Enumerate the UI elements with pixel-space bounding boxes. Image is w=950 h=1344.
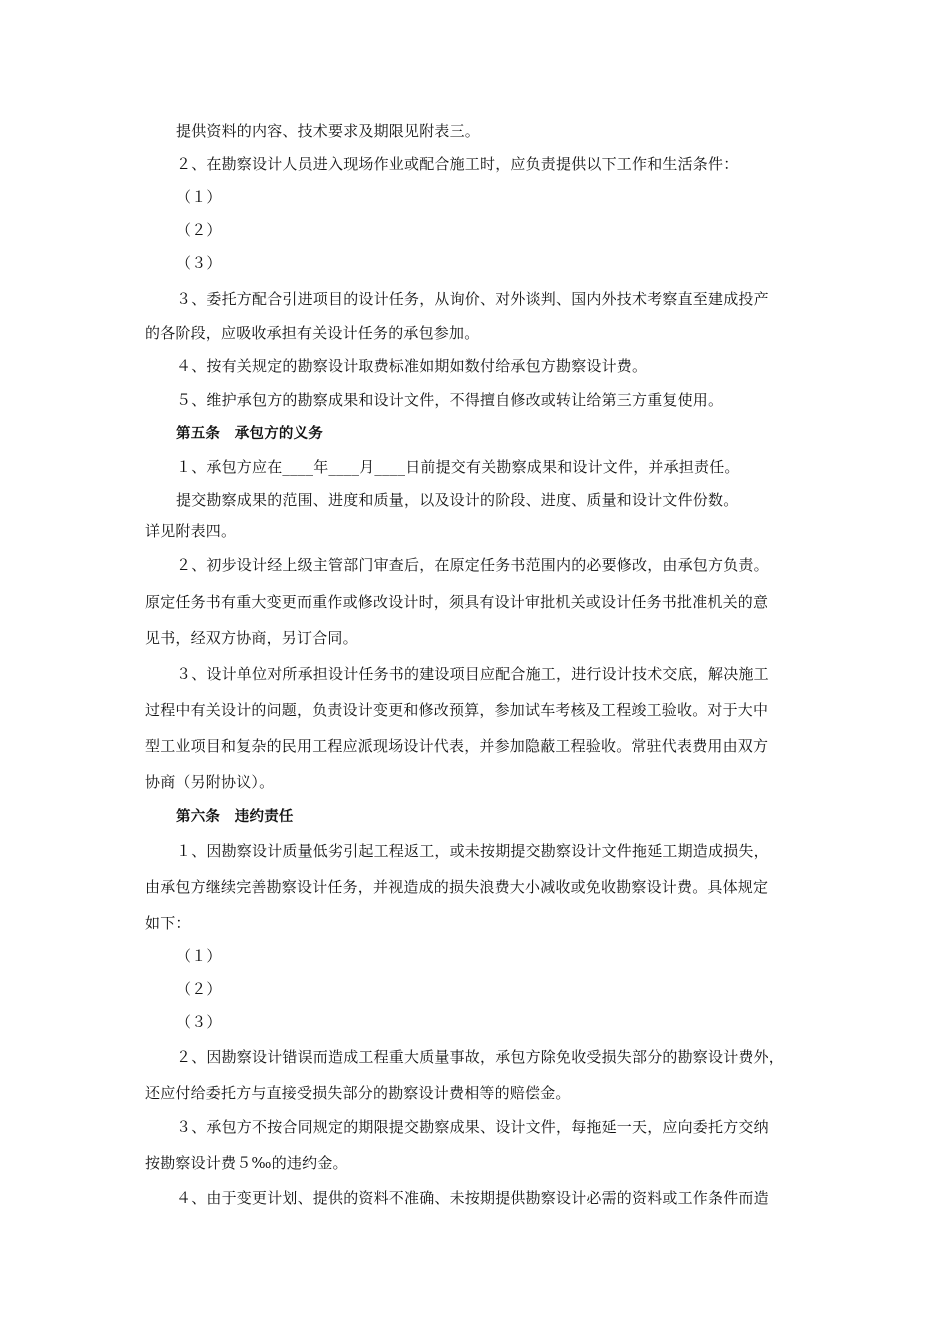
paragraph-line: 还应付给委托方与直接受损失部分的勘察设计费相等的赔偿金。 <box>145 1084 571 1102</box>
paragraph-line: 提供资料的内容、技术要求及期限见附表三。 <box>176 122 481 140</box>
clause-item-4: ４、由于变更计划、提供的资料不准确、未按期提供勘察设计必需的资料或工作条件而造 <box>176 1189 769 1207</box>
paragraph-line: 协商（另附协议）。 <box>145 773 275 791</box>
paragraph-line: 如下： <box>145 914 191 932</box>
clause-item-2: ２、因勘察设计错误而造成工程重大质量事故，承包方除免收受损失部分的勘察设计费外， <box>176 1048 785 1066</box>
clause-item-3: ３、委托方配合引进项目的设计任务，从询价、对外谈判、国内外技术考察直至建成投产 <box>176 290 769 308</box>
paragraph-line: 过程中有关设计的问题，负责设计变更和修改预算，参加试车考核及工程竣工验收。对于大中 <box>145 701 769 719</box>
clause-item-2: ２、在勘察设计人员进入现场作业或配合施工时，应负责提供以下工作和生活条件： <box>176 155 739 173</box>
paragraph-line: 由承包方继续完善勘察设计任务，并视造成的损失浪费大小减收或免收勘察设计费。具体规定 <box>145 878 769 896</box>
paragraph-line: 详见附表四。 <box>145 522 237 540</box>
paragraph-line: 型工业项目和复杂的民用工程应派现场设计代表，并参加隐蔽工程验收。常驻代表费用由双方 <box>145 737 769 755</box>
section-heading-article-5: 第五条 承包方的义务 <box>176 426 323 442</box>
clause-item-1: １、承包方应在____年____月____日前提交有关勘察成果和设计文件，并承担责任。 <box>176 458 740 476</box>
paragraph-line: 按勘察设计费５‰的违约金。 <box>145 1154 348 1172</box>
clause-item-1: １、因勘察设计质量低劣引起工程返工，或未按期提交勘察设计文件拖延工期造成损失， <box>176 842 769 860</box>
clause-item-2: ２、初步设计经上级主管部门审查后，在原定任务书范围内的必要修改，由承包方负责。 <box>176 556 769 574</box>
clause-item-4: ４、按有关规定的勘察设计取费标准如期如数付给承包方勘察设计费。 <box>176 357 648 375</box>
list-item: （２） <box>176 980 222 998</box>
clause-item-5: ５、维护承包方的勘察成果和设计文件，不得擅自修改或转让给第三方重复使用。 <box>176 391 724 409</box>
list-item: （３） <box>176 254 222 272</box>
paragraph-line: 原定任务书有重大变更而重作或修改设计时，须具有设计审批机关或设计任务书批准机关的意 <box>145 593 769 611</box>
list-item: （２） <box>176 221 222 239</box>
clause-item-3: ３、承包方不按合同规定的期限提交勘察成果、设计文件，每拖延一天，应向委托方交纳 <box>176 1118 769 1136</box>
list-item: （１） <box>176 947 222 965</box>
paragraph-line: 见书，经双方协商，另订合同。 <box>145 629 358 647</box>
paragraph-line: 提交勘察成果的范围、进度和质量，以及设计的阶段、进度、质量和设计文件份数。 <box>176 491 739 509</box>
paragraph-line: 的各阶段，应吸收承担有关设计任务的承包参加。 <box>145 324 480 342</box>
section-heading-article-6: 第六条 违约责任 <box>176 809 294 825</box>
list-item: （３） <box>176 1013 222 1031</box>
clause-item-3: ３、设计单位对所承担设计任务书的建设项目应配合施工，进行设计技术交底，解决施工 <box>176 665 769 683</box>
list-item: （１） <box>176 188 222 206</box>
